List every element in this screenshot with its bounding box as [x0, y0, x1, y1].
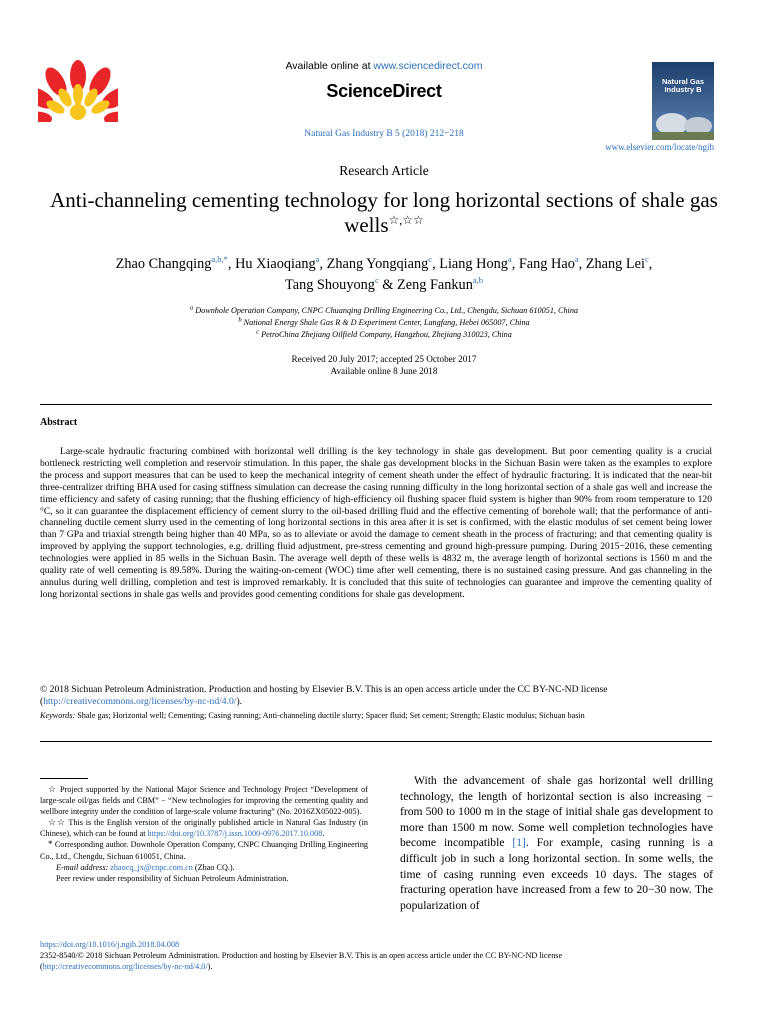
reference-1-link[interactable]: [1]: [512, 836, 526, 850]
article-title-text: Anti-channeling cementing technology for long horizontal sections of shale gas wells: [50, 188, 718, 237]
footer-license-link[interactable]: http://creativecommons.org/licenses/by-nc-nd/4.0/: [42, 962, 208, 971]
author-separator: ,: [319, 256, 327, 272]
abstract-license-text: © 2018 Sichuan Petroleum Administration. Production and hosting by Elsevier B.V. This is an open access article under the CC BY-NC-ND license: [40, 684, 608, 695]
cover-title: Natural Gas Industry B: [661, 77, 705, 94]
author-name[interactable]: Zhang Lei: [585, 256, 645, 272]
author-separator: &: [378, 277, 397, 293]
footnote-translation: ☆☆ This is the English version of the originally published article in Natural Gas Industry (in Chinese), which can be found at https://doi.org/10.3787/j.issn.1000-0976.2017.10.008.: [40, 817, 368, 839]
footnote-funding-mark: ☆: [48, 784, 57, 794]
article-type: Research Article: [339, 163, 429, 178]
affiliation-line: [0, 305, 768, 317]
author-affiliation-marks[interactable]: c: [428, 254, 433, 265]
author-name[interactable]: Tang Shouyong: [284, 277, 375, 293]
affiliation-text: Downhole Operation Company, CNPC Chuanqing Drilling Engineering Co., Ltd., Chengdu, Sichuan 610051, China: [193, 306, 579, 315]
footnote-email: [40, 862, 368, 873]
footnote-funding-text: Project supported by the National Major Science and Technology Project “Development of large-scale oil/gas fields and CBM” − “New technologies for improving the cementing quality and wellbore integrity under the condition of large-scale volume fracturing” (No. 2016ZX05022-005).: [40, 785, 368, 817]
footnote-corresponding-text: Corresponding author. Downhole Operation Company, CNPC Chuanqing Drilling Engineering Co., Ltd., Chengdu, Sichuan 610051, China.: [40, 840, 369, 861]
sciencedirect-brand: ScienceDirect: [326, 81, 442, 101]
affiliation-text: PetroChina Zhejiang Oilfield Company, Hangzhou, Zhejiang 310023, China: [259, 330, 512, 339]
footnote-rule: [40, 778, 88, 779]
footnotes: [40, 784, 368, 884]
author-affiliation-marks[interactable]: a: [574, 254, 579, 265]
affiliation-mark: c: [256, 328, 260, 336]
affiliation-line: [0, 317, 768, 329]
affiliation-mark: b: [238, 316, 242, 324]
keywords: [40, 710, 712, 721]
author-separator: ,: [511, 256, 519, 272]
affiliation-mark: a: [189, 304, 194, 312]
received-date: Received 20 July 2017; accepted 25 October 2017: [291, 354, 477, 364]
page-footer: https://doi.org/10.1016/j.ngib.2018.04.008 2352-8540/© 2018 Sichuan Petroleum Administration. Production and hosting by Elsevier B.V. This is an open access article under the CC BY-NC-ND license (http://creativecommons.org/licenses/by-nc-nd/4.0/).: [40, 939, 720, 972]
divider-bottom: [40, 741, 712, 742]
original-article-link[interactable]: https://doi.org/10.3787/j.issn.1000-0976.2017.10.008: [147, 829, 323, 839]
article-dates: [0, 353, 768, 377]
author-separator: ,: [432, 256, 440, 272]
body-paragraph: [400, 773, 713, 913]
body-text-end: . For example, casing running is a difficult job in such a long horizontal section. In some wells, the time of casing running even exceeds 10 days. The stages of fracturing operation have increased from a few to 20−30 now. The popularization of: [400, 836, 713, 912]
footnote-corresponding-mark: *: [48, 839, 53, 850]
body-text-start: With the advancement of shale gas horizontal well drilling technology, the length of horizontal section is also increasing − from 500 to 1000 m in the stage of initial shale gas development to more than 1500 m now. Some well completion technologies have become incompatible: [400, 774, 713, 850]
journal-cover-icon: [652, 62, 714, 140]
abstract-text: Large-scale hydraulic fracturing combined with horizontal well drilling is the key technology in shale gas development. But poor cementing quality is a crucial bottleneck restricting well completion and reservoir stimulation. In this paper, the shale gas development blocks in the Sichuan Basin were taken as the examples to explore the process and support measures that can be used to keep the mechanical integrity of cement sheath under the effect of hydraulic fracturing. It is indicated that the near-bit three-centralizer drifting BHA used for casing stiffness simulation can decrease the casing running difficulty in the long horizontal section of a shale gas well and increase the time efficiency and safety of casing running; that the flushing efficiency of high-efficiency oil flushing spacer fluid system is higher than 90% from room temperature to 120 °C, so it can guarantee the displacement efficiency of cement slurry to the oil-based drilling fluid and the effective cementing of borehole wall; that the performance of anti-channeling ductile cement slurry used in the cementing of long horizontal sections in this area after it is set is confirmed, with the elastic modulus of set cement being lower than 7 GPa and triaxial strength being higher than 40 MPa, so as to alleviate or avoid the damage to cement sheath in the process of fracturing; and that cementing quality is improved by applying the support technologies, e.g. drilling fluid adjustment, pre-stress cementing and ground high-pressure pumping. During 2015−2016, these cementing technologies were applied in 85 wells in the Sichuan Basin. The average well depth of these wells is 4832 m, the average length of horizontal sections is 1560 m and the quality rate of well cementing is 89.58%. During the waiting-on-cement (WOC) time after well cementing, there is no sustained casing pressure. And gas channeling in the annulus during well drilling, completion and test is improved remarkably. It is concluded that this suite of technologies can guarantee and improve the cementing quality of long horizontal sections in shale gas wells and provides good cementing conditions for shale gas development.: [40, 446, 712, 600]
footnote-translation-mark: ☆☆: [48, 817, 66, 828]
article-title: [40, 188, 728, 238]
affiliation-text: National Energy Shale Gas R & D Experiment Center, Langfang, Hebei 065007, China: [241, 318, 530, 327]
author-name[interactable]: Hu Xiaoqiang: [235, 256, 316, 272]
author-list: [30, 254, 738, 296]
sciencedirect-link[interactable]: www.sciencedirect.com: [373, 60, 483, 72]
footnote-funding: [40, 784, 368, 817]
journal-citation[interactable]: Natural Gas Industry B 5 (2018) 212−218: [304, 129, 464, 139]
email-label: E-mail address:: [56, 862, 109, 872]
author-affiliation-marks[interactable]: a: [315, 254, 320, 265]
abstract-license: © 2018 Sichuan Petroleum Administration. Production and hosting by Elsevier B.V. This is an open access article under the CC BY-NC-ND license (http://creativecommons.org/licenses/by-nc-nd/4.0/).: [40, 684, 608, 707]
email-link[interactable]: zhaocq_jx@cnpc.com.cn: [110, 862, 193, 872]
author-separator: ,: [578, 256, 586, 272]
doi-link[interactable]: https://doi.org/10.1016/j.ngib.2018.04.008: [40, 940, 180, 949]
keywords-label: Keywords:: [40, 711, 76, 720]
affiliations: [0, 305, 768, 341]
keywords-list: Shale gas; Horizontal well; Cementing; Casing running; Anti-channeling ductile slurry; Spacer fluid; Set cement; Strength; Elastic modulus; Sichuan basin: [77, 711, 585, 720]
abstract-heading: Abstract: [40, 417, 78, 428]
author-affiliation-marks[interactable]: a,b: [472, 275, 483, 286]
footnote-translation-text: This is the English version of the originally published article in Natural Gas Industry (in Chinese), which can be found at: [40, 818, 368, 839]
author-affiliation-marks[interactable]: c: [644, 254, 649, 265]
abstract-license-link[interactable]: http://creativecommons.org/licenses/by-nc-nd/4.0/: [43, 695, 237, 707]
author-affiliation-marks[interactable]: a: [507, 254, 512, 265]
author-affiliation-marks[interactable]: c: [374, 275, 379, 286]
author-affiliation-marks[interactable]: a,b,: [211, 254, 224, 265]
email-suffix: (Zhao CQ.).: [192, 862, 235, 872]
corresponding-author-mark[interactable]: *: [223, 254, 228, 265]
journal-cover: [652, 62, 714, 140]
title-footnote-marks[interactable]: ☆,☆☆: [388, 213, 424, 227]
footnote-corresponding: [40, 839, 368, 861]
author-name[interactable]: Zhang Yongqiang: [326, 256, 429, 272]
author-name[interactable]: Fang Hao: [518, 256, 575, 272]
online-date: Available online 8 June 2018: [330, 366, 438, 376]
journal-url[interactable]: www.elsevier.com/locate/ngib: [605, 142, 714, 152]
author-name[interactable]: Zhao Changqing: [115, 256, 212, 272]
availability-prefix: Available online at: [285, 60, 374, 72]
divider-top: [40, 404, 712, 405]
author-name[interactable]: Liang Hong: [439, 256, 508, 272]
author-name[interactable]: Zeng Fankun: [397, 277, 473, 293]
author-separator: ,: [227, 256, 236, 272]
footnote-peer-review: Peer review under responsibility of Sichuan Petroleum Administration.: [56, 873, 289, 883]
affiliation-line: [0, 329, 768, 341]
author-separator: ,: [648, 256, 653, 272]
footer-copyright: 2352-8540/© 2018 Sichuan Petroleum Administration. Production and hosting by Elsevier B.V. This is an open access article under the CC BY-NC-ND license: [40, 951, 563, 960]
